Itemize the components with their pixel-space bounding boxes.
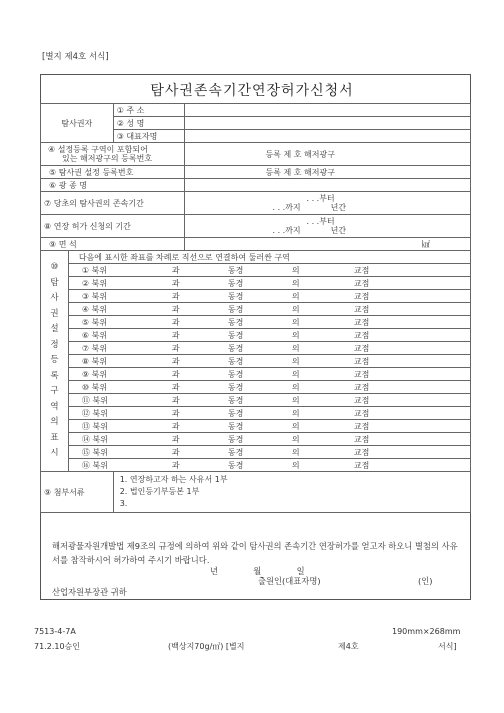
vertical-label-char: 등: [50, 355, 59, 366]
representative-label: ③ 대표자명: [113, 130, 185, 143]
region-cell-a: 과: [171, 369, 180, 379]
region-cell-c: 의: [291, 395, 300, 405]
region-cell-num: ⑨ 북위: [81, 369, 108, 379]
region-cell-c: 의: [291, 304, 300, 314]
region-row: [41, 446, 471, 459]
region-cell-a: 과: [171, 434, 180, 444]
region-cell-b: 동경: [227, 291, 244, 301]
seal-mark: (인): [418, 576, 433, 586]
footer-paper: (백상지70g/㎡) [별지: [168, 642, 245, 651]
row8-from: . . .부터: [306, 217, 335, 226]
region-cell-a: 과: [171, 408, 180, 418]
region-cell-c: 의: [291, 382, 300, 392]
region-coordinate[interactable]: [68, 420, 470, 433]
region-cell-d: 교점: [353, 304, 370, 314]
vertical-label-char: 역: [50, 401, 59, 412]
region-cell-num: ③ 북위: [81, 291, 108, 301]
footer-approval: 71.2.10승인: [34, 642, 80, 651]
vertical-label-char: 권: [50, 308, 59, 319]
representative-field[interactable]: [185, 130, 471, 143]
region-row: [41, 368, 471, 381]
attachment-item-2: 2. 법인등기부등본 1부: [119, 487, 200, 496]
region-cell-b: 동경: [227, 382, 244, 392]
region-cell-c: 의: [291, 460, 300, 470]
row8-to-line: [188, 226, 467, 235]
region-cell-d: 교점: [353, 447, 370, 457]
row5-label: ⑤ 탐사권 설정 등록번호: [41, 166, 185, 179]
region-cell-b: 동경: [227, 369, 244, 379]
region-coordinate[interactable]: [68, 329, 470, 342]
region-cell-num: ⑭ 북위: [81, 434, 108, 444]
region-row: [41, 303, 471, 316]
region-cell-b: 동경: [227, 434, 244, 444]
region-instruction: 다음에 표시한 좌표를 차례로 직선으로 연결하여 둘러싼 구역: [68, 251, 470, 264]
region-cell-b: 동경: [227, 460, 244, 470]
region-cell-num: ⑩ 북위: [81, 382, 108, 392]
region-cell-d: 교점: [353, 317, 370, 327]
region-cell-c: 의: [291, 291, 300, 301]
region-coordinate[interactable]: [68, 342, 470, 355]
row7-to: . . .까지: [272, 203, 301, 212]
region-coordinate[interactable]: [68, 446, 470, 459]
region-row: [41, 407, 471, 420]
footer-form-no: 제4호: [338, 642, 359, 651]
date-year: 년: [210, 566, 219, 576]
row7-from: . . .부터: [306, 194, 335, 203]
footer-form-end: 서식]: [438, 642, 457, 651]
region-cell-d: 교점: [353, 408, 370, 418]
vertical-label-char: 사: [50, 293, 59, 304]
row8-to: . . .까지: [272, 226, 301, 235]
footer-code: 7513-4-7A: [34, 627, 76, 636]
row8-years: 년간: [330, 226, 347, 235]
vertical-label-char: 탐: [50, 277, 59, 288]
row7-years: 년간: [330, 203, 347, 212]
region-row: [41, 355, 471, 368]
name-field[interactable]: [185, 117, 471, 130]
row7-value[interactable]: [185, 192, 471, 215]
row7-label: ⑦ 당초의 탐사권의 존속기간: [41, 192, 185, 215]
vertical-label-char: 설: [50, 324, 59, 335]
region-cell-a: 과: [171, 421, 180, 431]
region-coordinate[interactable]: [68, 355, 470, 368]
region-cell-c: 의: [291, 356, 300, 366]
region-coordinate[interactable]: [68, 381, 470, 394]
region-cell-a: 과: [171, 265, 180, 275]
region-cell-num: ⑥ 북위: [81, 330, 108, 340]
region-row: [41, 277, 471, 290]
area-unit: ㎢: [422, 239, 430, 249]
row4-label-line2: 있는 해저광구의 등록번호: [62, 154, 153, 163]
vertical-label-char: 구: [50, 386, 59, 397]
region-cell-num: ⑦ 북위: [81, 343, 108, 353]
region-cell-a: 과: [171, 460, 180, 470]
region-cell-b: 동경: [227, 356, 244, 366]
row4-label: [41, 143, 185, 166]
region-cell-num: ⑬ 북위: [81, 421, 108, 431]
row8-value[interactable]: [185, 215, 471, 238]
region-cell-d: 교점: [353, 382, 370, 392]
region-row: [41, 394, 471, 407]
region-cell-a: 과: [171, 356, 180, 366]
region-cell-num: ⑪ 북위: [81, 395, 108, 405]
region-cell-num: ④ 북위: [81, 304, 108, 314]
region-cell-b: 동경: [227, 330, 244, 340]
region-cell-d: 교점: [353, 395, 370, 405]
region-cell-b: 동경: [227, 343, 244, 353]
region-cell-a: 과: [171, 447, 180, 457]
date-month: 월: [253, 566, 262, 576]
region-cell-c: 의: [291, 265, 300, 275]
region-cell-num: ⑤ 북위: [81, 317, 108, 327]
region-cell-c: 의: [291, 408, 300, 418]
vertical-label-char: 의: [50, 417, 59, 428]
region-cell-b: 동경: [227, 408, 244, 418]
vertical-label-char: 록: [50, 370, 59, 381]
declaration-text: 해저광물자원개발법 제9조의 규정에 의하여 위와 같이 탐사권의 존속기간 연장허가를 얻고자 하오니 별첨의 사유서를 참작하시어 허가하여 주시기 바랍니다.: [52, 541, 458, 565]
region-coordinate[interactable]: [68, 290, 470, 303]
region-cell-b: 동경: [227, 278, 244, 288]
region-cell-d: 교점: [353, 434, 370, 444]
application-table: [40, 103, 471, 513]
region-coordinate[interactable]: [68, 433, 470, 446]
region-cell-a: 과: [171, 291, 180, 301]
region-coordinate[interactable]: [68, 459, 470, 472]
region-cell-c: 의: [291, 447, 300, 457]
region-cell-d: 교점: [353, 343, 370, 353]
region-vertical-label: [41, 251, 69, 472]
region-cell-num: ② 북위: [81, 278, 108, 288]
region-cell-b: 동경: [227, 421, 244, 431]
form-title: 탐사권존속기간연장허가신청서: [150, 83, 354, 99]
region-cell-d: 교점: [353, 421, 370, 431]
region-row: [41, 420, 471, 433]
row8-label: ⑧ 연장 허가 신청의 기간: [41, 215, 185, 238]
region-cell-d: 교점: [353, 330, 370, 340]
region-cell-c: 의: [291, 317, 300, 327]
region-cell-num: ① 북위: [81, 265, 108, 275]
applicant-signature: 출원인(대표자명): [258, 576, 321, 586]
vertical-label-char: 시: [50, 448, 59, 459]
region-row: [41, 381, 471, 394]
region-cell-num: ⑫ 북위: [81, 408, 108, 418]
region-row: [41, 433, 471, 446]
region-coordinate[interactable]: [68, 264, 470, 277]
region-coordinate[interactable]: [68, 316, 470, 329]
region-coordinate[interactable]: [68, 303, 470, 316]
vertical-label-char: ⑩: [50, 262, 59, 273]
region-cell-c: 의: [291, 434, 300, 444]
row6-label: ⑥ 광 종 명: [41, 179, 185, 192]
region-cell-a: 과: [171, 343, 180, 353]
region-cell-num: ⑮ 북위: [81, 447, 108, 457]
row9-label: ⑨ 면 석: [41, 238, 185, 251]
region-cell-b: 동경: [227, 304, 244, 314]
region-cell-d: 교점: [353, 460, 370, 470]
attachments-list: [113, 472, 470, 513]
vertical-label-char: 표: [50, 432, 59, 443]
region-cell-c: 의: [291, 278, 300, 288]
region-cell-d: 교점: [353, 356, 370, 366]
region-cell-c: 의: [291, 369, 300, 379]
region-cell-c: 의: [291, 343, 300, 353]
region-row: [41, 316, 471, 329]
row4-value[interactable]: 등록 제 호 해저광구: [185, 143, 471, 166]
form-header: [별지 제4호 서식]: [42, 52, 109, 62]
row4-label-line1: ④ 설정등록 구역이 포함되어: [48, 145, 148, 154]
region-coordinate[interactable]: [68, 407, 470, 420]
region-cell-num: ⑯ 북위: [81, 460, 108, 470]
attachment-item-3: 3.: [119, 499, 128, 508]
region-cell-b: 동경: [227, 447, 244, 457]
vertical-label-char: 정: [50, 339, 59, 350]
region-cell-c: 의: [291, 330, 300, 340]
region-cell-d: 교점: [353, 369, 370, 379]
region-cell-d: 교점: [353, 291, 370, 301]
footer-size: 190mm×268mm: [392, 627, 461, 636]
row7-to-line: [188, 203, 467, 212]
mineral-type-field[interactable]: [185, 179, 471, 192]
region-coordinate[interactable]: [68, 368, 470, 381]
region-row: [41, 329, 471, 342]
region-row: [41, 264, 471, 277]
name-label: ② 성 명: [113, 117, 185, 130]
region-cell-a: 과: [171, 382, 180, 392]
attachment-item-1: 1. 연장하고자 하는 사유서 1부: [119, 475, 228, 484]
region-row: [41, 459, 471, 472]
applicant-label: 탐사권자: [41, 104, 114, 143]
region-cell-d: 교점: [353, 265, 370, 275]
region-cell-a: 과: [171, 304, 180, 314]
address-label: ① 주 소: [113, 104, 185, 117]
attachments-label: ⑨ 첨부서류: [41, 472, 114, 513]
address-field[interactable]: [185, 104, 471, 117]
region-cell-num: ⑧ 북위: [81, 356, 108, 366]
region-row: [41, 290, 471, 303]
region-coordinate[interactable]: [68, 394, 470, 407]
region-cell-a: 과: [171, 278, 180, 288]
region-row: [41, 342, 471, 355]
row5-value[interactable]: 등록 제 호 해저광구: [185, 166, 471, 179]
region-cell-b: 동경: [227, 395, 244, 405]
area-field[interactable]: [185, 238, 471, 251]
region-cell-a: 과: [171, 317, 180, 327]
date-day: 일: [296, 566, 305, 576]
region-cell-b: 동경: [227, 317, 244, 327]
region-coordinate[interactable]: [68, 277, 470, 290]
region-cell-a: 과: [171, 395, 180, 405]
region-cell-b: 동경: [227, 265, 244, 275]
addressee: 산업자원부장관 귀하: [52, 587, 127, 597]
region-cell-c: 의: [291, 421, 300, 431]
region-cell-d: 교점: [353, 278, 370, 288]
region-cell-a: 과: [171, 330, 180, 340]
